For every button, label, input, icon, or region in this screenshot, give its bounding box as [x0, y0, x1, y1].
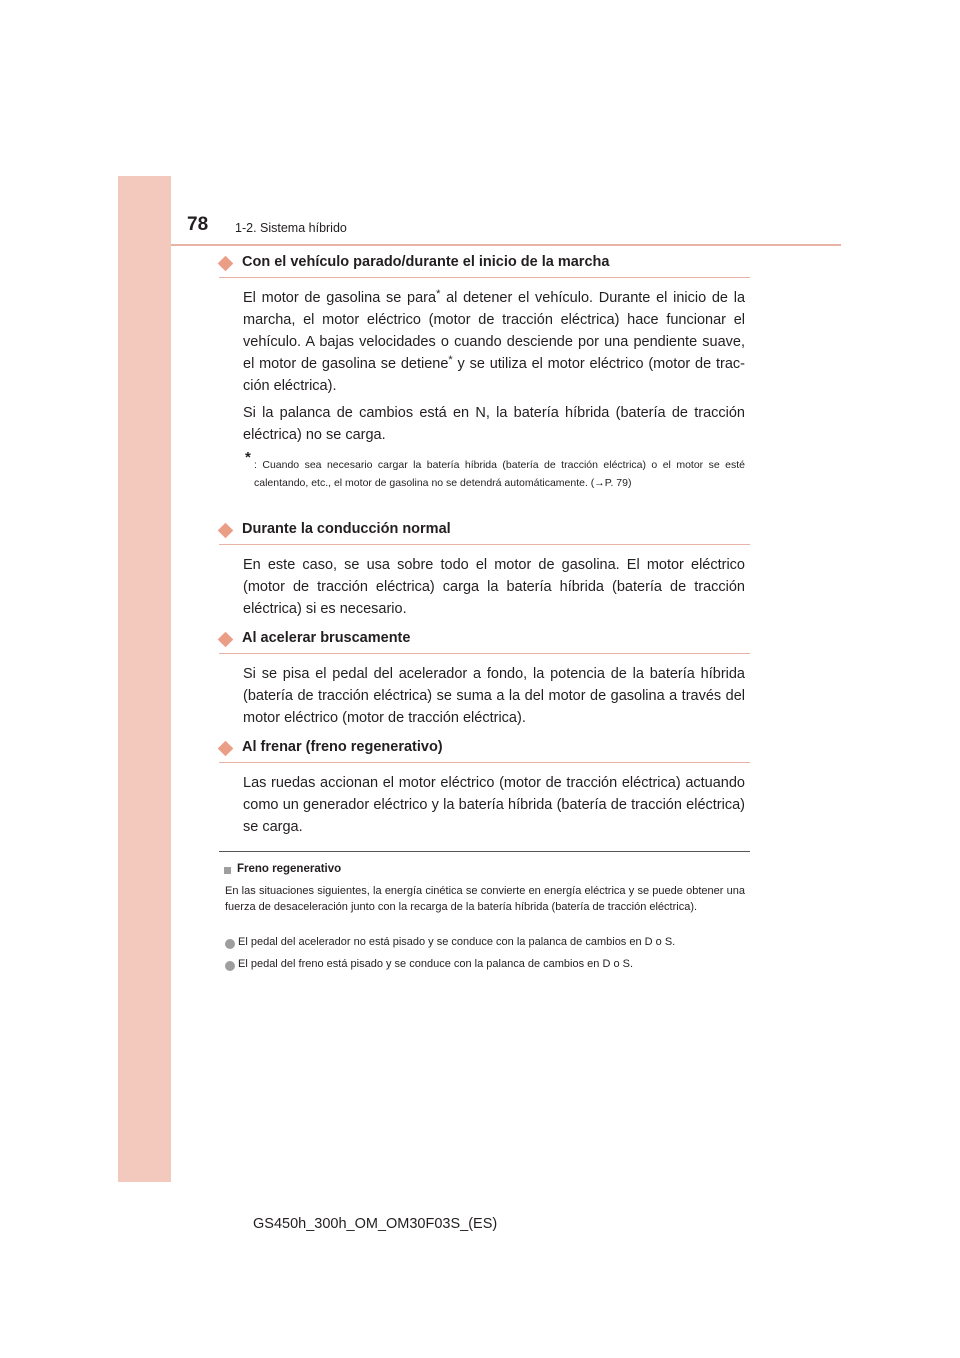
circle-bullet-icon: [225, 939, 235, 949]
note-title: Freno regenerativo: [237, 863, 342, 875]
diamond-bullet-icon: [218, 523, 234, 539]
section-paragraph: En este caso, se usa sobre todo el motor de gasolina. El motor eléctrico (motor de tracción eléctrica) carga la batería híbrida (batería de tracción eléctrica) si es necesario.: [243, 557, 745, 617]
section-heading: [219, 740, 750, 763]
list-item: El pedal del freno está pisado y se conduce con la palanca de cambios en D o S.: [238, 958, 634, 970]
footnote-text: : Cuando sea necesario cargar la batería híbrida (batería de tracción eléctrica) o el motor se esté calentando, etc., el motor de gasolina no se detendrá automáticamente. (→P. 79): [254, 459, 745, 489]
section-heading: [219, 522, 750, 545]
note-text: En las situaciones siguientes, la energía cinética se convierte en energía eléctrica y se puede obtener una fuerza de desaceleración junto con la recarga de la batería híbrida (batería de tracción eléctrica).: [225, 885, 745, 913]
section-title: Durante la conducción normal: [242, 521, 451, 537]
section-paragraph: Si la palanca de cambios está en N, la batería híbrida (batería de tracción eléctrica) no se carga.: [243, 405, 745, 443]
section-paragraph: Si se pisa el pedal del acelerador a fondo, la potencia de la batería híbrida (batería de tracción eléctrica) se suma a la del motor de gasolina a través del motor eléctrico (motor de tracción eléctrica).: [243, 666, 745, 726]
section-title: Al acelerar bruscamente: [242, 630, 411, 646]
square-bullet-icon: [224, 867, 231, 874]
page-number: 78: [187, 214, 209, 235]
diamond-bullet-icon: [218, 632, 234, 648]
footnote-marker: *: [245, 449, 251, 466]
section-heading: [219, 255, 750, 278]
diamond-bullet-icon: [218, 741, 234, 757]
list-item: El pedal del acelerador no está pisado y se conduce con la palanca de cambios en D o S.: [238, 936, 676, 948]
header-divider: [171, 244, 841, 246]
chapter-title: 1-2. Sistema híbrido: [235, 221, 347, 235]
footer-doc-id: GS450h_300h_OM_OM30F03S_(ES): [253, 1216, 498, 1232]
diamond-bullet-icon: [218, 256, 234, 272]
section-paragraph: Las ruedas accionan el motor eléctrico (motor de tracción eléctrica) actuando como un generador eléctrico y la batería híbrida (batería de tracción eléctrica) se carga.: [243, 775, 745, 835]
section-title: Al frenar (freno regenerativo): [242, 739, 443, 755]
section-paragraph: El motor de gasolina se para* al detener el vehículo. Durante el inicio de la marcha, el motor eléctrico (motor de tracción eléctrica) hace funcionar el vehículo. A bajas velocidades o cuando desciende por una pendiente suave, el motor de gasolina se detiene* y se utiliza el motor eléctrico (motor de tracción eléctrica).: [243, 288, 746, 394]
section-heading: [219, 631, 750, 654]
note-divider: [219, 851, 750, 852]
sidebar-tab: [118, 176, 171, 1182]
footnote-ref: *: [436, 288, 441, 300]
circle-bullet-icon: [225, 961, 235, 971]
section-title: Con el vehículo parado/durante el inicio de la marcha: [242, 254, 610, 270]
footnote-ref: *: [448, 354, 453, 366]
